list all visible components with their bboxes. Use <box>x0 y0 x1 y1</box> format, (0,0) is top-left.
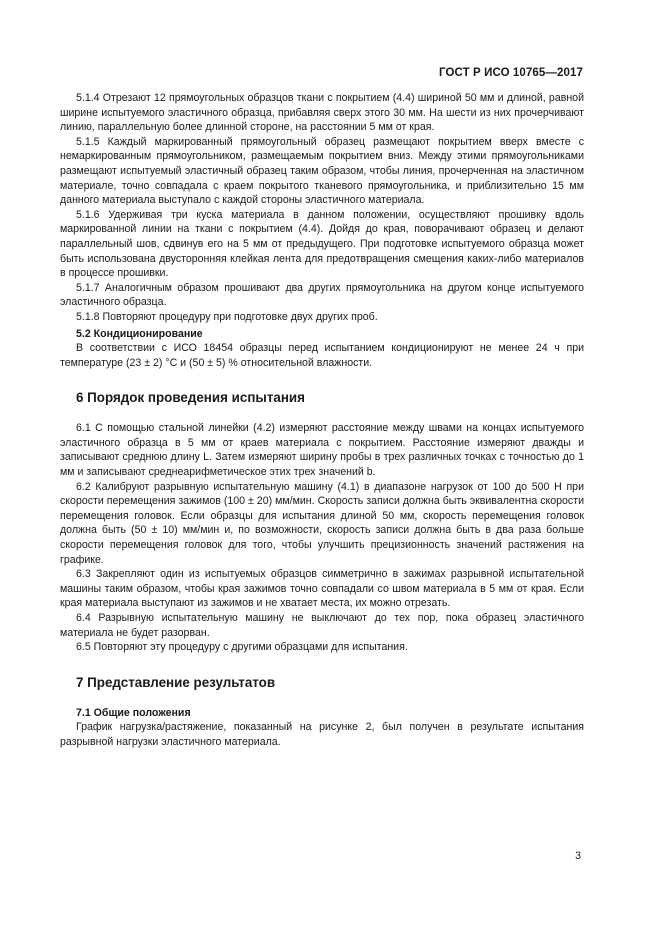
subheading-7-1: 7.1 Общие положения <box>76 706 191 719</box>
page-header: ГОСТ Р ИСО 10765—2017 <box>438 67 583 79</box>
paragraph-6-5: 6.5 Повторяют эту процедуру с другими образцами для испытания. <box>76 641 408 654</box>
paragraph-5-2: В соответствии с ИСО 18454 образцы перед испытанием кондиционируют не менее 24 ч при температуре (23 ± 2) °С и (50 ± 5) % относительной влажности. <box>60 342 584 369</box>
paragraph-5-1-5: 5.1.5 Каждый маркированный прямоугольный образец размещают покрытием вверх вместе с немаркированным прямоугольником, размещаемым покрытием вниз. Между этими прямоугольниками размещают испытуемый эластичный образец таким образом, чтобы линия, прочерченная на эластичном материале, точно совпадала с краем покрытого тканевого прямоугольника, и приблизительно 15 мм данного материала выступало с каждой стороны эластичного материала. <box>60 135 584 207</box>
paragraph-5-1-8: 5.1.8 Повторяют процедуру при подготовке двух других проб. <box>76 310 378 323</box>
page-content <box>60 91 584 750</box>
paragraph-6-4: 6.4 Разрывную испытательную машину не выключают до тех пор, пока образец эластичного материала не будет разорван. <box>60 612 584 639</box>
paragraph-5-1-7: 5.1.7 Аналогичным образом прошивают два других прямоугольника на другом конце испытуемого эластичного образца. <box>60 281 584 309</box>
page-number: 3 <box>575 850 581 862</box>
section-heading-7: 7 Представление результатов <box>76 674 276 690</box>
paragraph-6-2: 6.2 Калибруют разрывную испытательную машину (4.1) в диапазоне нагрузок от 100 до 500 Н при скорости перемещения зажимов (100 ± 20) мм/мин. Скорость записи должна быть эквивалентна скорости перемещения головок. Если образцы для испытания длиной 50 мм, скорость перемещения головок должна быть (50 ± 10) мм/мин и, по возможности, скорость записи должна быть в два раза больше скорости перемещения головок для того, чтобы улучшить прецизионность значений растяжения на графике. <box>60 480 584 566</box>
paragraph-6-3: 6.3 Закрепляют один из испытуемых образцов симметрично в зажимах разрывной испытательной машины таким образом, чтобы края зажимов точно совпадали со швом материала в 5 мм от края. Если края материала выступают из зажимов и не хватает места, их можно отрезать. <box>60 568 584 610</box>
paragraph-5-1-6: 5.1.6 Удерживая три куска материала в данном положении, осуществляют прошивку вдоль маркированной линии на ткани с покрытием (4.4). Дойдя до края, поворачивают образец и делают параллельный шов, сдвинув его на 5 мм от предыдущего. При подготовке испытуемого образца может быть использована двусторонняя клейкая лента для предотвращения смещения каких-либо материалов в процессе прошивки. <box>60 208 584 280</box>
paragraph-7-1: График нагрузка/растяжение, показанный на рисунке 2, был получен в результате испытания разрывной нагрузки эластичного материала. <box>60 721 584 748</box>
section-heading-6: 6 Порядок проведения испытания <box>76 390 305 406</box>
paragraph-5-1-4: 5.1.4 Отрезают 12 прямоугольных образцов ткани с покрытием (4.4) шириной 50 мм и длиной, равной ширине испытуемого эластичного образца, прибавляя сверх этого 30 мм. На шести из них прочерчивают линию, параллельную более длинной стороне, на расстоянии 5 мм от края. <box>60 92 584 134</box>
paragraph-6-1: 6.1 С помощью стальной линейки (4.2) измеряют расстояние между швами на концах испытуемого эластичного образца в 5 мм от краев материала с покрытием. Расстояние измеряют дважды и записывают среднюю длину L. Затем измеряют ширину пробы в трех различных точках с точностью до 1 мм и записывают среднеарифметическое этих трех значений b. <box>60 422 584 479</box>
subheading-5-2: 5.2 Кондиционирование <box>76 327 203 340</box>
